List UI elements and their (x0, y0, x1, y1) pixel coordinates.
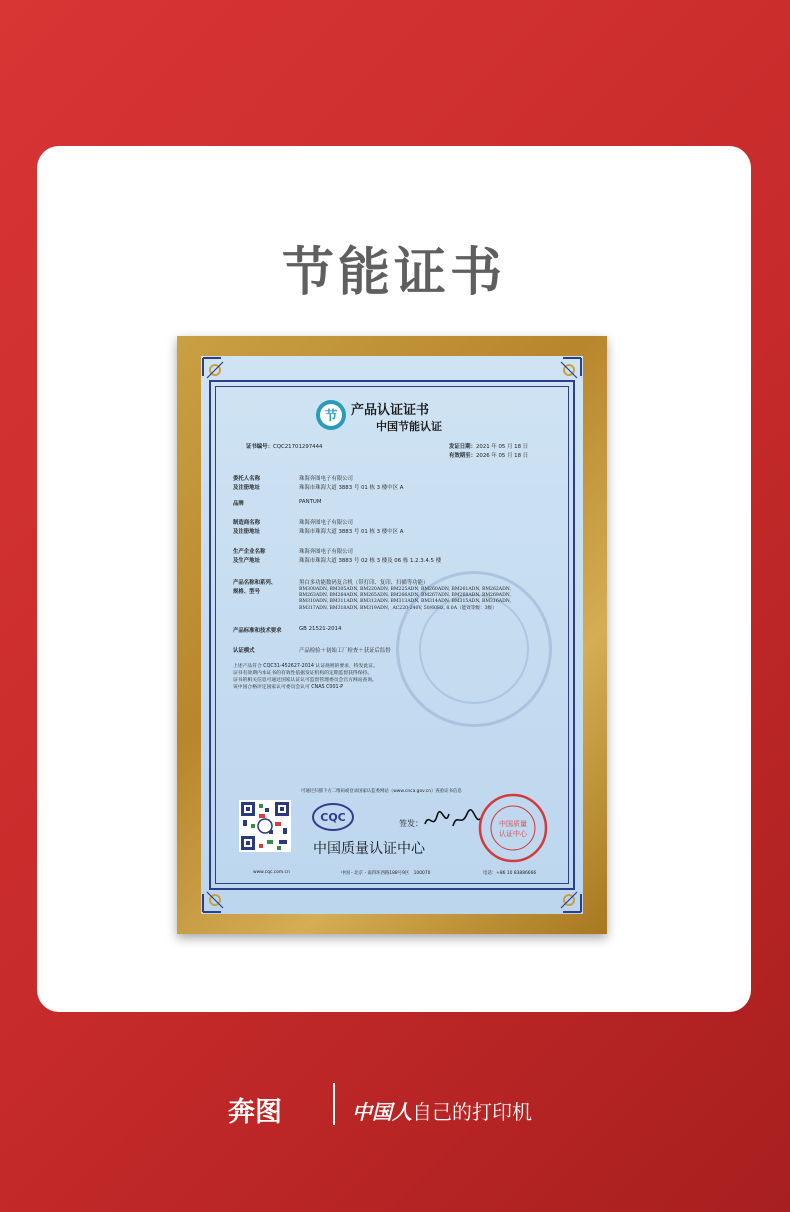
field-label: 及注册地址 (233, 529, 260, 535)
issuer-name: 中国质量认证中心 (313, 841, 425, 857)
field-label: 及注册地址 (233, 485, 260, 491)
field-label: 制造商名称 (233, 520, 260, 526)
signature-icon (423, 808, 483, 837)
svg-text:节: 节 (324, 409, 338, 424)
phone-text: 电话：+86 10 83886666 (483, 871, 537, 876)
field-label: 生产企业名称 (233, 549, 266, 555)
valid-date-line: 有效期至：2026 年 05 月 18 日 (449, 453, 529, 459)
field-value: 珠海奔图电子有限公司 (299, 476, 353, 482)
page-title: 节能证书 (281, 243, 506, 303)
certificate-frame (177, 336, 607, 934)
field-value: 珠海市珠海大道 3883 号 01 栋 3 楼中区 A (299, 485, 404, 491)
brand-slogan: 中国人自己的打印机 (352, 1100, 532, 1124)
corner-ornament-icon (201, 356, 241, 396)
field-value: 黑白多功能数码复合机（带打印、复印、扫描等功能） (299, 580, 429, 586)
field-label: 委托人名称 (233, 476, 260, 482)
field-label: 品牌 (233, 501, 244, 507)
standard-label: 产品标准和技术要求 (233, 628, 282, 634)
field-label: 规格、型号 (233, 589, 260, 595)
note-line: 该中国合格评定国家认可委员会认可 CNAS C001-P (233, 685, 344, 690)
mode-value: 产品检验＋初始工厂检查＋获证后监督 (299, 648, 391, 654)
model-line: BM317ADN, BM318ADN, BM319ADN，AC220-240V, 50/60Hz, 8.0A（能效等级：3级） (299, 605, 497, 611)
verify-text: 可通过扫描下方二维码或登录国家认监委网站（www.cnca.gov.cn）查验证书信息 (301, 789, 462, 794)
note-line: 证书的相关信息可通过国家认证认可监督管理委员会官方网站查询。 (233, 678, 377, 683)
website-text: www.cqc.com.cn (253, 870, 290, 875)
model-line: BM310ADN, BM311ADN, BM312ADN, BM313ADN, BM314ADN, BM315ADN, BM316ADN, (299, 599, 511, 605)
note-line: 证书有效期内本证书的有效性依据发证机构的定期监督获得保持。 (233, 671, 373, 676)
footer-divider (333, 1083, 335, 1125)
field-value: 珠海奔图电子有限公司 (299, 549, 353, 555)
standard-value: GB 21521-2014 (299, 626, 342, 632)
model-line: BM300ADN, BM305ADN, BM220ADN, BM225ADN, BM260ADN, BM261ADN, BM262ADN, (299, 587, 511, 592)
field-value: 珠海市珠海大道 3883 号 01 栋 3 楼中区 A (299, 529, 404, 535)
address-text: 中国・北京・南四环西路188号9区 100070 (341, 871, 431, 876)
content-card (37, 146, 751, 1012)
field-value: PANTUM (299, 499, 322, 505)
model-line: BM263ADN, BM264ADN, BM265ADN, BM266ADN, BM267ADN, BM268ADN, BM269ADN, (299, 593, 511, 599)
certificate-subtitle: 中国节能认证 (376, 420, 442, 433)
field-value: 珠海奔图电子有限公司 (299, 520, 353, 526)
svg-text:CQC: CQC (320, 811, 346, 824)
svg-text:认证中心: 认证中心 (499, 830, 527, 838)
field-label: 产品名称和系列、 (233, 580, 277, 586)
sign-label: 签发： (399, 819, 423, 828)
mode-label: 认证模式 (233, 648, 255, 654)
certificate-paper (201, 356, 583, 914)
certificate-title: 产品认证证书 (351, 403, 430, 418)
brand-logo: 奔图 (228, 1097, 282, 1128)
corner-ornament-icon (201, 874, 241, 914)
field-value: 珠海市珠海大道 3883 号 02 栋 3 楼及 06 栋 1.2.3.4.5 楼 (299, 558, 442, 564)
issue-date-line: 发证日期：2021 年 05 月 18 日 (449, 444, 529, 450)
cqc-logo-icon (311, 802, 355, 832)
cert-no-line: 证书编号：CQC21701297444 (246, 444, 323, 450)
field-label: 及生产地址 (233, 558, 260, 564)
corner-ornament-icon (543, 874, 583, 914)
svg-text:中国质量: 中国质量 (499, 820, 527, 828)
note-line: 上述产品符合 CQC31-452627-2014 认证规则的要求，特发此证。 (233, 664, 378, 669)
model-list (299, 587, 527, 612)
qr-code-icon (239, 800, 291, 852)
energy-saving-logo-icon (315, 399, 347, 431)
official-seal-icon (477, 792, 549, 864)
corner-ornament-icon (543, 356, 583, 396)
